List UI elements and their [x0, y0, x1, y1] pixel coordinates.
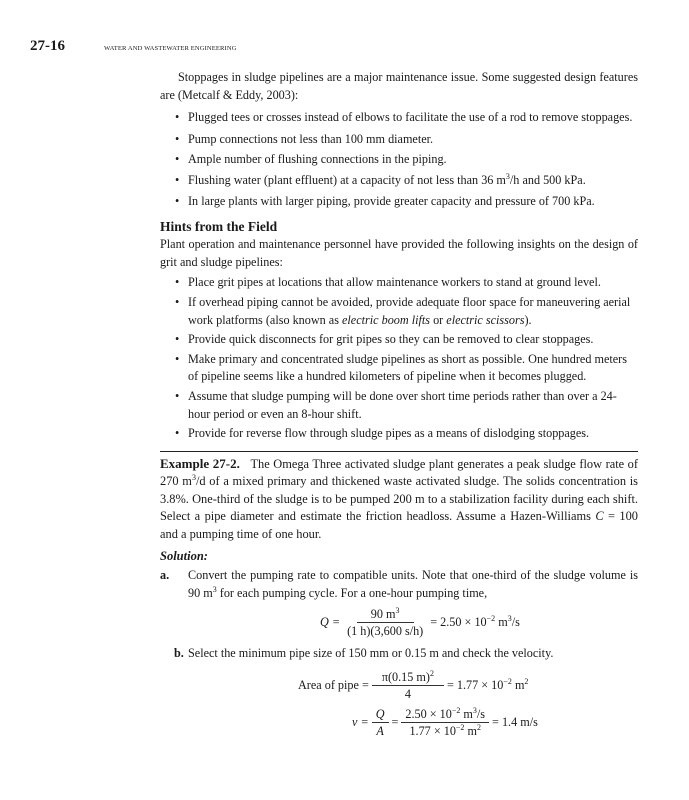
text: = 1.77 × 10	[446, 678, 504, 693]
solution-heading: Solution:	[160, 548, 208, 563]
eq-lhs: v =	[352, 715, 369, 730]
text: Flushing water (plant effluent) at a capacity of not less than 36 m	[188, 172, 506, 187]
superscript: −2	[503, 677, 512, 687]
text: /s	[476, 707, 486, 722]
running-title: WATER AND WASTEWATER ENGINEERING	[104, 45, 237, 52]
list-item	[160, 294, 638, 329]
list-item: • Provide quick disconnects for grit pipes so they can be removed to clear stoppages.	[160, 331, 638, 349]
text: = 2.50 × 10	[430, 615, 487, 630]
variable: C	[595, 509, 604, 524]
text: or	[430, 312, 447, 327]
list-item: • Ample number of flushing connections in the piping.	[160, 151, 638, 169]
main-column	[160, 69, 638, 739]
text: /s	[511, 615, 520, 630]
superscript: 3	[472, 706, 477, 716]
superscript: 3	[191, 473, 196, 483]
eq-rhs: = 1.4 m/s	[492, 715, 538, 730]
hints-bullet-list	[160, 274, 638, 442]
equation-velocity	[352, 706, 638, 739]
text: ).	[524, 312, 532, 327]
fraction	[343, 606, 427, 639]
numerator: Q	[372, 706, 389, 723]
equation-area	[298, 669, 638, 702]
example-label: Example 27-2.	[160, 455, 240, 471]
superscript: 3	[507, 614, 512, 624]
hints-paragraph: Plant operation and maintenance personnel have provided the following insights on the design of grit and sludge pipelines:	[160, 237, 638, 269]
hints-section	[160, 236, 638, 443]
text: /h and 500 kPa.	[509, 172, 586, 187]
denominator: (1 h)(3,600 s/h)	[347, 624, 424, 639]
intro-bullet-list	[160, 109, 638, 210]
step-a	[160, 567, 638, 602]
step-label: a.	[160, 568, 170, 583]
italic-text: electric scissors	[446, 312, 525, 327]
text: 1.77 × 10	[409, 724, 456, 739]
equals: =	[391, 715, 399, 730]
hints-heading: Hints from the Field	[160, 219, 278, 235]
eq-rhs	[447, 678, 528, 693]
list-item	[160, 172, 638, 190]
eq-lhs: Area of pipe =	[298, 678, 369, 693]
text: Convert the pumping rate to compatible units. Note that one-third of the sludge volume is 90 m	[188, 568, 638, 600]
denominator: A	[376, 724, 384, 739]
equation-flow-rate	[320, 606, 638, 639]
intro-paragraph: Stoppages in sludge pipelines are a major maintenance issue. Some suggested design features are (Metcalf & Eddy, 2003):	[160, 70, 638, 102]
list-item: • Provide for reverse flow through sludge pipes as a means of dislodging stoppages.	[160, 425, 638, 443]
example-block	[160, 455, 638, 544]
page-number: 27-16	[30, 38, 65, 54]
superscript: 3	[395, 606, 400, 616]
superscript: −2	[451, 706, 461, 716]
superscript: 3	[505, 171, 510, 181]
text: = 100 and a pumping time of one hour.	[160, 509, 638, 542]
superscript: −2	[455, 723, 465, 733]
text: m	[495, 615, 508, 630]
list-item: • In large plants with larger piping, provide greater capacity and pressure of 700 kPa.	[160, 193, 638, 211]
italic-text: electric boom lifts	[342, 312, 431, 327]
list-item: • Make primary and concentrated sludge pipelines as short as possible. One hundred meters of pipeline seems like a hundred kilometers of pipeline when it becomes plugged.	[160, 351, 638, 386]
fraction	[401, 706, 489, 739]
eq-rhs	[430, 615, 520, 630]
text: Select the minimum pipe size of 150 mm or 0.15 m and check the velocity.	[188, 646, 554, 661]
text: /d of a mixed primary and thickened waste activated sludge. The solids concentration is 3.8%. One-third of the sludge is to be pumped 200 m to a stabilization facility during each shift. Select a pipe diameter and estimate the friction headloss. Assume a Hazen-Williams	[160, 474, 638, 524]
superscript: 2	[476, 723, 481, 733]
superscript: 3	[212, 584, 217, 594]
text: m	[460, 707, 473, 722]
numerator: 90 m	[370, 607, 396, 622]
step-b	[174, 645, 638, 663]
superscript: 2	[429, 669, 434, 679]
list-item: • Place grit pipes at locations that allow maintenance workers to stand at ground level.	[160, 274, 638, 292]
superscript: −2	[486, 614, 496, 624]
text: m	[464, 724, 477, 739]
list-item: • Plugged tees or crosses instead of elbows to facilitate the use of a rod to remove stoppages.	[160, 109, 638, 127]
fraction	[372, 706, 389, 739]
text: The Omega Three activated sludge plant generates a peak sludge flow rate of 270 m	[160, 456, 638, 489]
superscript: 2	[524, 677, 529, 687]
list-item: • Pump connections not less than 100 mm diameter.	[160, 131, 638, 149]
intro-section	[160, 69, 638, 210]
text: for each pumping cycle. For a one-hour pumping time,	[216, 585, 488, 600]
text: 2.50 × 10	[405, 707, 452, 722]
fraction	[372, 669, 444, 702]
text: m	[511, 678, 525, 693]
step-label: b.	[174, 646, 184, 661]
text: If overhead piping cannot be avoided, provide adequate floor space for maneuvering aerial work platforms (also known as	[188, 294, 631, 327]
example-text	[160, 455, 638, 544]
eq-lhs: Q =	[320, 615, 341, 630]
divider	[160, 451, 638, 452]
denominator: 4	[404, 687, 411, 702]
list-item: • Assume that sludge pumping will be done over short time periods rather than over a 24-hour period or even an 8-hour shift.	[160, 388, 638, 423]
numerator: π(0.15 m)	[381, 670, 430, 685]
